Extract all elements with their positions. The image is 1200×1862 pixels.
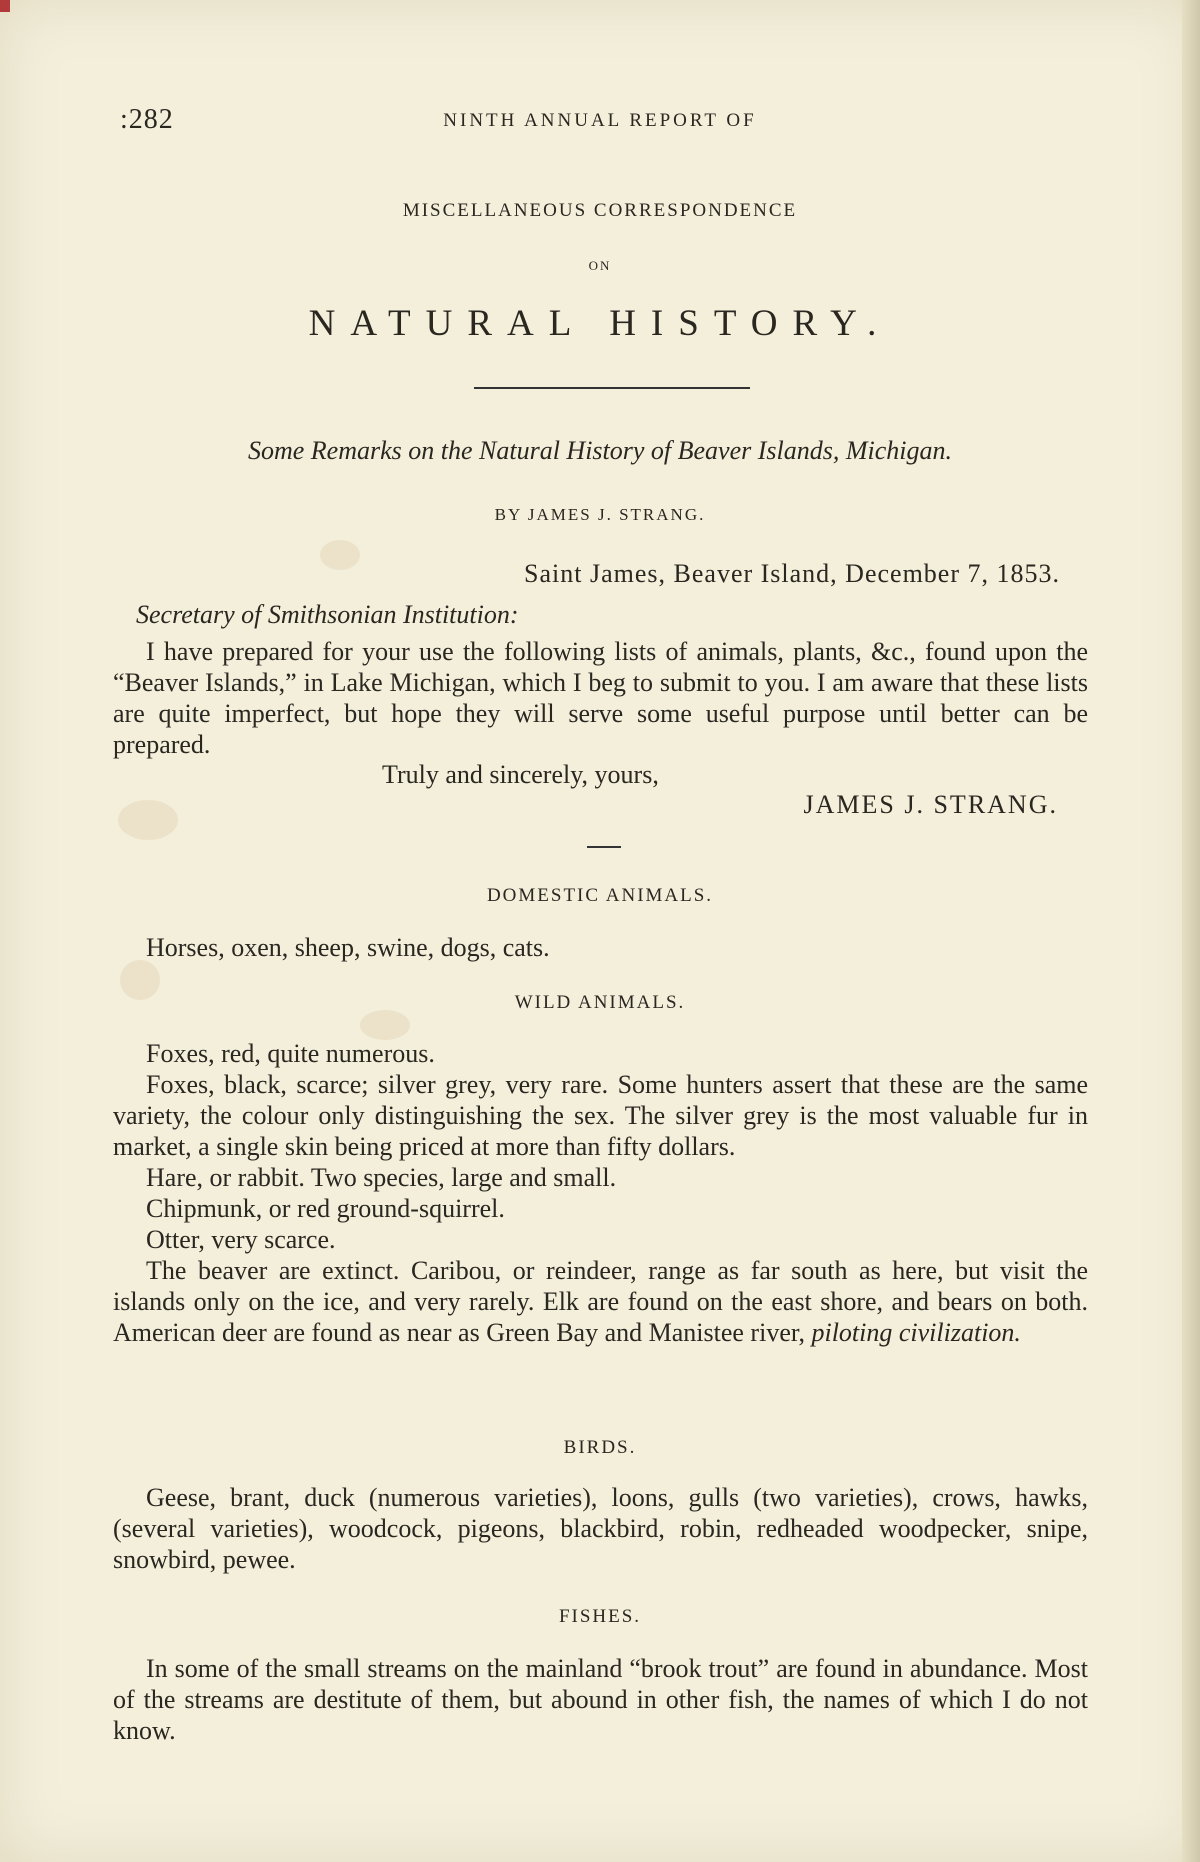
letter-paragraph: I have prepared for your use the following lists of animals, plants, &c., found upon the “Beaver Islands,” in Lake Michigan, which I beg to submit to you. I am aware that these lists are quite imperfect, but hope they will serve some useful purpose until better can be prepared.: [113, 637, 1088, 759]
paper-stain: [118, 800, 178, 840]
beaver-text: The beaver are extinct. Caribou, or reindeer, range as far south as here, but visit the islands only on the ice, and very rarely. Elk are found on the east shore, and bears on both. American deer are found as near as Green Bay and Manistee river,: [113, 1256, 1088, 1347]
domestic-paragraph: Horses, oxen, sheep, swine, dogs, cats.: [146, 933, 550, 962]
page-title: NATURAL HISTORY.: [308, 303, 892, 344]
page-number: :282: [120, 104, 174, 135]
paper-stain: [360, 1010, 410, 1040]
birds-paragraph: Geese, brant, duck (numerous varieties), loons, gulls (two varieties), crows, hawks, (several varieties), woodcock, pigeons, blackbird, robin, redheaded woodpecker, snipe, snowbird, pewee.: [113, 1483, 1088, 1574]
wild-animals-text: [113, 1038, 1088, 1348]
letter-closing: Truly and sincerely, yours,: [382, 760, 659, 789]
letter-salutation: Secretary of Smithsonian Institution:: [136, 600, 519, 629]
letter-signature: JAMES J. STRANG.: [803, 790, 1058, 819]
section-kicker: MISCELLANEOUS CORRESPONDENCE: [402, 200, 798, 221]
domestic-animals-text: [113, 932, 1088, 963]
heading-fishes: FISHES.: [558, 1606, 642, 1627]
letter-body: [113, 636, 1088, 760]
letter-dateline: Saint James, Beaver Island, December 7, 1853.: [524, 559, 1060, 588]
heading-domestic-animals: DOMESTIC ANIMALS.: [486, 885, 714, 906]
fishes-text: [113, 1653, 1088, 1746]
beaver-text-italic: piloting civilization.: [811, 1318, 1021, 1347]
page-spine-edge: [1182, 0, 1200, 1862]
section-on: ON: [588, 258, 612, 273]
birds-text: [113, 1482, 1088, 1575]
wild-paragraph: Chipmunk, or red ground-squirrel.: [146, 1194, 505, 1223]
wild-paragraph: Foxes, black, scarce; silver grey, very rare. Some hunters assert that these are the same variety, the colour only distinguishing the sex. The silver grey is the most valuable fur in market, a single skin being priced at more than fifty dollars.: [113, 1070, 1088, 1161]
page-header: [120, 104, 1080, 134]
article-byline: BY JAMES J. STRANG.: [494, 505, 706, 524]
wild-paragraph: Otter, very scarce.: [146, 1225, 336, 1254]
title-rule: [474, 387, 750, 389]
wild-paragraph: Hare, or rabbit. Two species, large and small.: [146, 1163, 617, 1192]
heading-wild-animals: WILD ANIMALS.: [514, 992, 686, 1013]
corner-mark: [0, 0, 10, 12]
heading-birds: BIRDS.: [563, 1437, 637, 1458]
divider-rule: [587, 846, 621, 848]
fishes-paragraph: In some of the small streams on the mainland “brook trout” are found in abundance. Most of the streams are destitute of them, but abound in other fish, the names of which I do not know.: [113, 1654, 1088, 1745]
running-head: NINTH ANNUAL REPORT OF: [443, 110, 757, 131]
wild-paragraph: Foxes, red, quite numerous.: [146, 1039, 435, 1068]
wild-paragraph-beaver: [113, 1255, 1088, 1348]
article-subtitle: Some Remarks on the Natural History of Beaver Islands, Michigan.: [247, 436, 953, 465]
paper-stain: [320, 540, 360, 570]
